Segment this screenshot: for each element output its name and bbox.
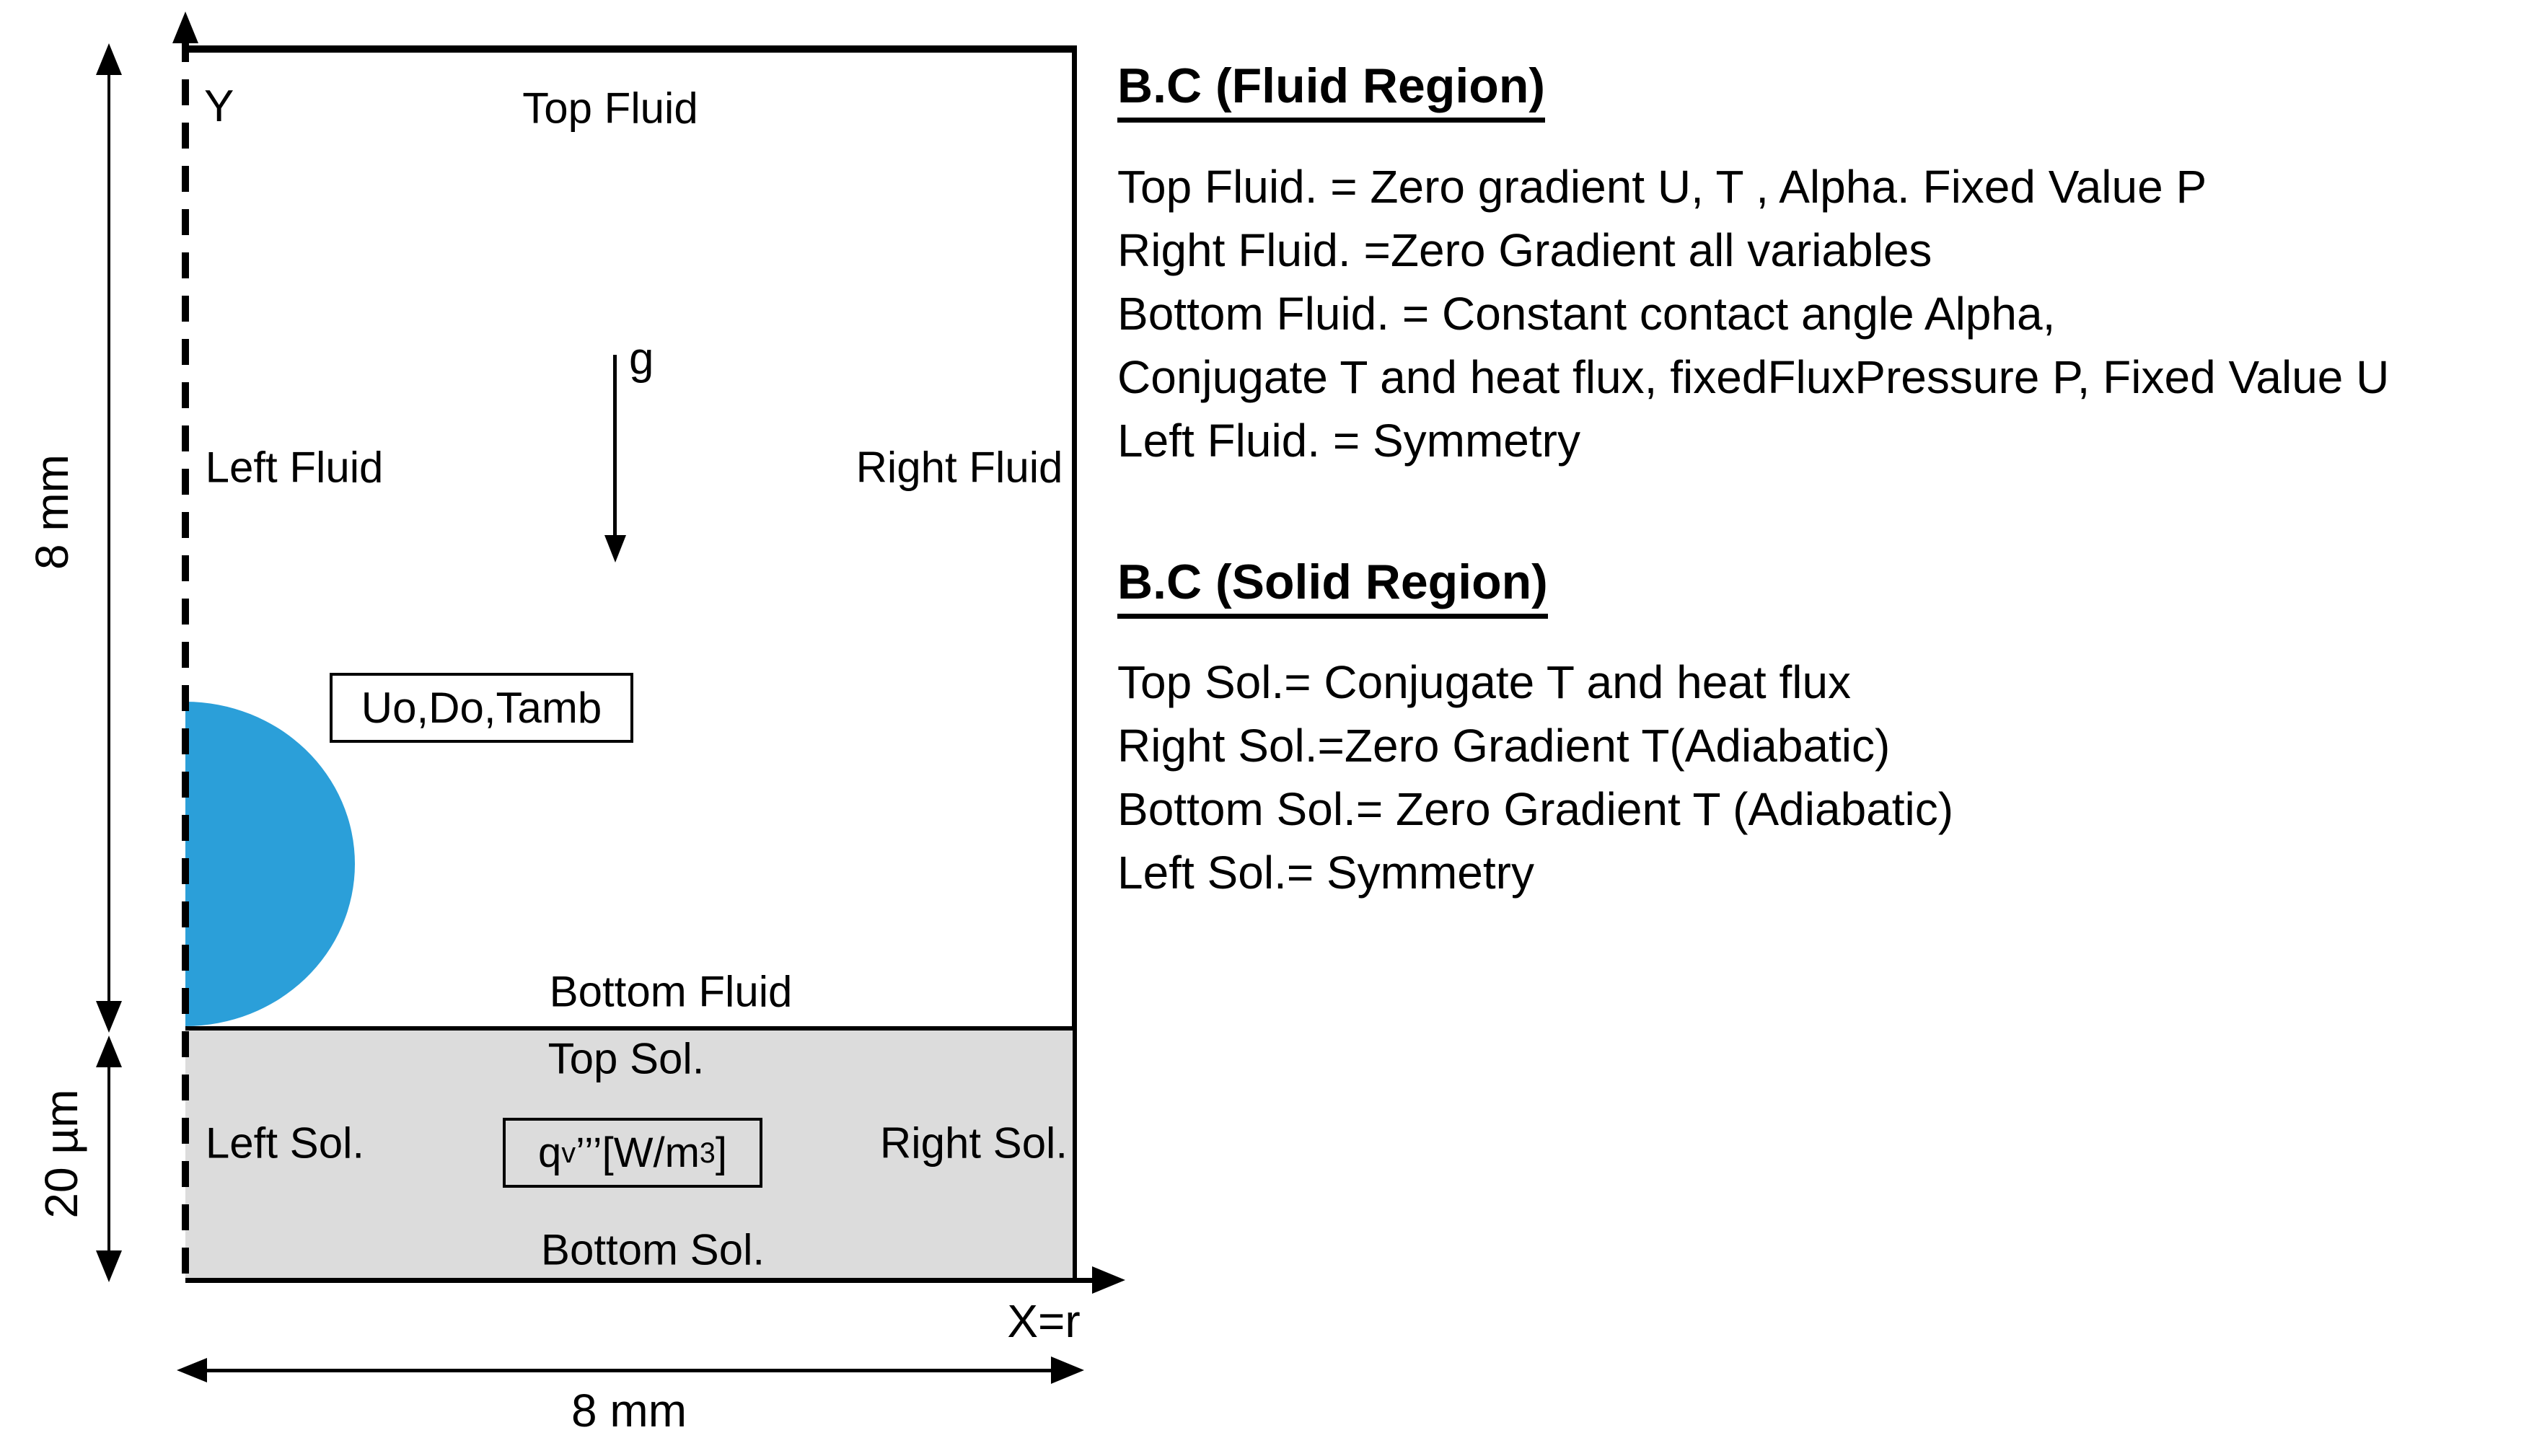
bc-solid-heading (1117, 554, 1548, 619)
fluid-bottom-boundary-label: Bottom Fluid (549, 967, 793, 1016)
fluid-right-boundary-label: Right Fluid (855, 443, 1063, 492)
bc-fluid-text-block (1117, 155, 2389, 472)
inlet-conditions-box (330, 673, 633, 743)
solid-top-boundary-label: Top Sol. (547, 1034, 705, 1083)
domain-width-left-arrowhead-icon (177, 1358, 207, 1382)
heat-source-base: q (538, 1129, 562, 1176)
fluid-height-bottom-arrowhead-icon (96, 1001, 122, 1033)
bc-solid-line: Top Sol.= Conjugate T and heat flux (1117, 656, 1852, 708)
solid-left-boundary-label: Left Sol. (205, 1119, 365, 1168)
x-axis-label: X=r (1007, 1295, 1081, 1347)
domain-width-dim-label: 8 mm (571, 1385, 687, 1437)
heat-source-box: q v ’’’ [W/m 3 ] (503, 1118, 762, 1188)
solid-thickness-bottom-arrowhead-icon (96, 1250, 122, 1282)
bc-fluid-heading-text: B.C (Fluid Region) (1117, 58, 1545, 123)
solid-right-boundary-label: Right Sol. (879, 1119, 1068, 1168)
bc-solid-line: Left Sol.= Symmetry (1117, 847, 1534, 899)
domain-width-dim-line (204, 1369, 1057, 1372)
bc-solid-heading-text: B.C (Solid Region) (1117, 554, 1548, 619)
bc-solid-line: Right Sol.=Zero Gradient T(Adiabatic) (1117, 720, 1891, 772)
bc-fluid-line: Right Fluid. =Zero Gradient all variables (1117, 224, 1932, 276)
heat-source-unit-close: ] (715, 1129, 727, 1176)
solid-bottom-boundary-label: Bottom Sol. (540, 1225, 765, 1274)
x-axis-arrowhead-icon (1092, 1266, 1125, 1294)
gravity-arrow-line (613, 355, 617, 539)
x-axis-line (185, 1278, 1096, 1283)
bc-fluid-line: Conjugate T and heat flux, fixedFluxPressure P, Fixed Value U (1117, 351, 2390, 403)
fluid-top-boundary-label: Top Fluid (522, 84, 698, 133)
bc-solid-text-block (1117, 650, 1953, 904)
bc-fluid-line: Top Fluid. = Zero gradient U, T , Alpha. Fixed Value P (1117, 161, 2207, 213)
bc-fluid-heading (1117, 58, 1545, 123)
fluid-height-top-arrowhead-icon (96, 43, 122, 75)
symmetry-axis-dashed-line (182, 36, 189, 1282)
y-axis-arrowhead-icon (172, 12, 198, 43)
fluid-left-boundary-label: Left Fluid (205, 443, 384, 492)
heat-source-unit-open: [W/m (602, 1129, 700, 1176)
solid-thickness-dim-line (107, 1059, 110, 1259)
domain-width-right-arrowhead-icon (1051, 1356, 1084, 1384)
heat-source-primes: ’’’ (576, 1129, 602, 1176)
fluid-height-dim-line (107, 69, 110, 1006)
y-axis-label: Y (204, 81, 234, 131)
bc-fluid-line: Bottom Fluid. = Constant contact angle Alpha, (1117, 288, 2056, 340)
fluid-height-dim-label: 8 mm (26, 454, 78, 570)
gravity-label: g (629, 334, 654, 384)
gravity-arrowhead-icon (604, 535, 626, 562)
bc-solid-line: Bottom Sol.= Zero Gradient T (Adiabatic) (1117, 783, 1954, 835)
inlet-conditions-label: Uo,Do,Tamb (361, 684, 602, 732)
solid-thickness-top-arrowhead-icon (96, 1036, 122, 1067)
solid-thickness-dim-label: 20 µm (35, 1089, 87, 1219)
bc-fluid-line: Left Fluid. = Symmetry (1117, 415, 1580, 467)
